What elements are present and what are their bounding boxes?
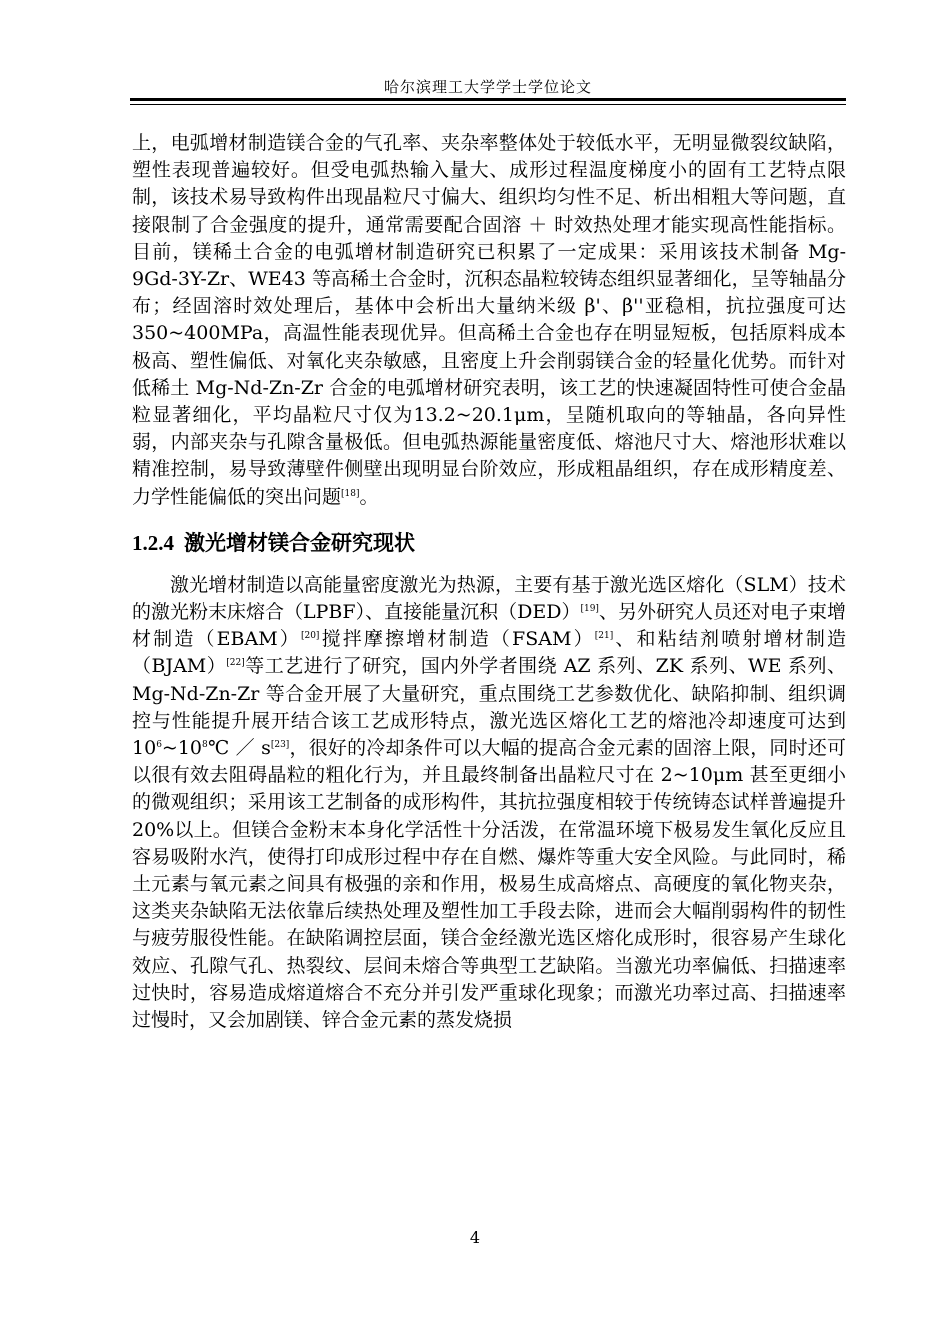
exponent: 8: [202, 740, 208, 751]
citation-21: [21]: [594, 631, 614, 642]
page-body: [132, 130, 846, 1034]
citation-18: [18]: [341, 488, 360, 499]
section-title: 激光增材镁合金研究现状: [184, 530, 415, 555]
citation-20: [20]: [300, 631, 320, 642]
text-run: ，很好的冷却条件可以大幅的提高合金元素的固溶上限，同时还可以很有效去阻碍晶粒的粗化行为，并且最终制备出晶粒尺寸在 2~10μm 甚至更细小的微观组织；采用该工艺制备的成形构件，其抗拉强度相较于传统铸态试样普遍提升 20%以上。但镁合金粉末本身化学活性十分活泼，在常温环境下极易发生氧化反应且容易吸附水汽，使得打印成形过程中存在自燃、爆炸等重大安全风险。与此同时，稀土元素与氧元素之间具有极强的亲和作用，极易生成高熔点、高硬度的氧化物夹杂，这类夹杂缺陷无法依靠后续热处理及塑性加工手段去除，进而会大幅削弱构件的韧性与疲劳服役性能。在缺陷调控层面，镁合金经激光选区熔化成形时，很容易产生球化效应、孔隙气孔、热裂纹、层间未熔合等典型工艺缺陷。当激光功率偏低、扫描速率过快时，容易造成熔道熔合不充分并引发严重球化现象；而激光功率过高、扫描速率过慢时，又会加剧镁、锌合金元素的蒸发烧损: [132, 737, 846, 1032]
text-run: 激光增材制造以高能量密度激光为热源，主要有基于激光选区熔化（SLM）技术的激光粉末床熔合（LPBF）、直接能量沉积（DED）: [132, 573, 846, 624]
citation-19: [19]: [580, 604, 599, 615]
text-run: ~10: [161, 737, 203, 760]
text-run: ℃ ／ s: [207, 737, 271, 760]
paragraph-arc-am: [132, 130, 846, 511]
text-run: 搅拌摩擦增材制造（FSAM）: [319, 628, 595, 651]
exponent: 6: [156, 740, 162, 751]
paragraph-laser-am: [132, 572, 846, 1034]
citation-23: [23]: [270, 740, 290, 751]
paragraph-text: 上，电弧增材制造镁合金的气孔率、夹杂率整体处于较低水平，无明显微裂纹缺陷，塑性表现普遍较好。但受电弧热输入量大、成形过程温度梯度小的固有工艺特点限制，该技术易导致构件出现晶粒尺寸偏大、组织均匀性不足、析出相粗大等问题，直接限制了合金强度的提升，通常需要配合固溶 ＋ 时效热处理才能实现高性能指标。目前，镁稀土合金的电弧增材制造研究已积累了一定成果：采用该技术制备 Mg-9Gd-3Y-Zr、WE43 等高稀土合金时，沉积态晶粒较铸态组织显著细化，呈等轴晶分布；经固溶时效处理后，基体中会析出大量纳米级 β'、β''亚稳相，抗拉强度可达350~400MPa，高温性能表现优异。但高稀土合金也存在明显短板，包括原料成本极高、塑性偏低、对氧化夹杂敏感，且密度上升会削弱镁合金的轻量化优势。而针对低稀土 Mg-Nd-Zn-Zr 合金的电弧增材研究表明，该工艺的快速凝固特性可使合金晶粒显著细化，平均晶粒尺寸仅为13.2~20.1μm，呈随机取向的等轴晶，各向异性弱，内部夹杂与孔隙含量极低。但电弧热源能量密度低、熔池尺寸大、熔池形状难以精准控制，易导致薄壁件侧壁出现明显台阶效应，形成粗晶组织，存在成形精度差、力学性能偏低的突出问题: [132, 132, 846, 508]
text-run: 、另外研究人员还对电子束增材制造（EBAM）: [132, 601, 846, 651]
citation-22: [22]: [226, 658, 245, 669]
header-rule-thick: [130, 98, 846, 101]
running-header: 哈尔滨理工大学学士学位论文: [383, 78, 592, 96]
header-rule-thin: [130, 104, 846, 105]
text-run: 等工艺进行了研究，国内外学者围绕 AZ 系列、ZK 系列、WE 系列、Mg-Nd-Zn-Zr 等合金开展了大量研究，重点围绕工艺参数优化、缺陷抑制、组织调控与性能提升展开结合该工艺成形特点，激光选区熔化工艺的熔池冷却速度可达到 10: [132, 655, 846, 760]
section-heading: [132, 529, 846, 557]
paragraph-end: 。: [359, 485, 379, 508]
text-run: 、和粘结剂喷射增材制造（BJAM）: [132, 628, 846, 678]
page-number: 4: [469, 1228, 481, 1247]
section-number: 1.2.4: [132, 530, 174, 555]
